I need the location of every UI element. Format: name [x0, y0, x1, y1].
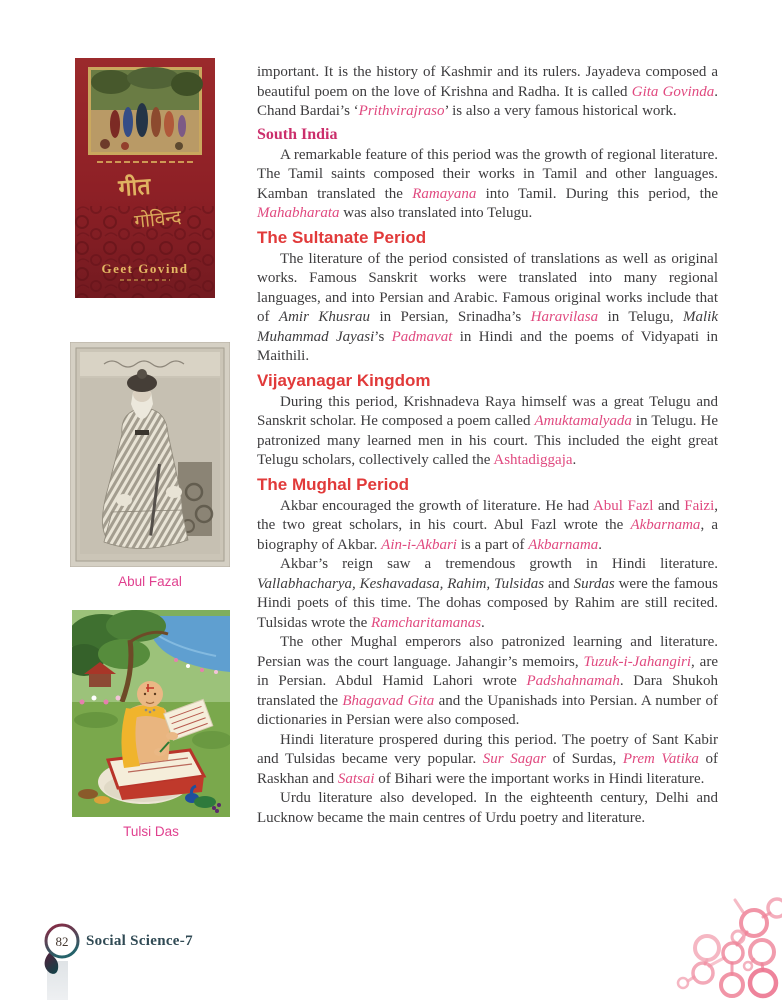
body-text: A remarkable feature of this period was the growth of regional literature. The Tamil saints composed their works in Tamil and other languages. Kamban translated the [257, 146, 718, 202]
geet-govind-cover-art [75, 58, 215, 298]
highlighted-term: Amir Khusrau [278, 309, 371, 325]
body-text: of Raskhan and [257, 751, 718, 787]
body-text: . [598, 536, 602, 553]
body-text: During this period, Krishnadeva Raya himself was a great Telugu and Sanskrit scholar. He composed a poem called [257, 393, 718, 429]
highlighted-term: Akbarnama [630, 517, 701, 533]
paragraph [257, 633, 718, 731]
body-text: , a biography of Akbar. [257, 517, 718, 553]
highlighted-term: Bhagavad Gita [342, 692, 435, 709]
body-text: in Telugu, [598, 309, 683, 325]
body-text: . Dara Shukoh translated the [257, 673, 718, 709]
abul-fazal-portrait-art [70, 342, 230, 567]
paragraph [257, 731, 718, 790]
body-text: Urdu literature also developed. In the eighteenth century, Delhi and Lucknow became the main centres of Urdu poetry and literature. [257, 790, 718, 826]
body-text: and [544, 575, 574, 592]
paragraph [257, 63, 718, 122]
body-text: Akbar encouraged the growth of literature. He had [280, 497, 593, 514]
highlighted-term: Tuzuk-i-Jahangiri [583, 653, 692, 670]
svg-text:Geet Govind: Geet Govind [101, 261, 189, 276]
paragraph [257, 393, 718, 471]
figure-caption-tulsi-das: Tulsi Das [123, 824, 179, 839]
highlighted-term: Mahabharata [257, 205, 340, 221]
highlighted-term: Abul Fazl [592, 497, 654, 514]
paragraph [257, 497, 718, 556]
body-text: . [481, 614, 485, 631]
highlighted-term: Prem Vatika [622, 751, 699, 767]
body-text: . [572, 452, 577, 468]
body-text: is a part of [456, 536, 529, 553]
tulsi-das-painting-art [72, 610, 230, 817]
figure-caption-abul-fazal: Abul Fazal [118, 574, 182, 589]
body-text: in Persian, Srinadha’s [370, 309, 531, 325]
paragraph [257, 146, 718, 224]
body-text: ’s [374, 328, 392, 345]
highlighted-term: Faizi [684, 497, 715, 514]
body-text: and the Upanishads into Persian. A number of dictionaries in Persian were also composed. [257, 692, 718, 728]
svg-text:82: 82 [55, 934, 69, 949]
figure-tulsi-das [72, 610, 230, 817]
page-number-pin-icon [38, 916, 86, 978]
paragraph [257, 250, 718, 367]
highlighted-term: Gita Govinda [631, 83, 715, 100]
highlighted-term: Padshahnamah [526, 673, 620, 689]
body-text: The other Mughal emperors also patronized learning and literature. Persian was the court language. Jahangir’s memoirs, [257, 634, 718, 670]
body-text: , are in Persian. Abdul Hamid Lahori wrote [257, 653, 718, 689]
body-text: into Tamil. During this period, the [476, 185, 719, 202]
body-text: Akbar’s reign saw a tremendous growth in Hindi literature. [280, 556, 718, 572]
section-heading: Vijayanagar Kingdom [257, 370, 431, 390]
section-heading: The Sultanate Period [257, 227, 427, 247]
highlighted-term: Ramcharitamanas [371, 614, 482, 631]
svg-text:गोविन्द: गोविन्द [133, 207, 183, 233]
body-text: in Telugu. He patronized many learned men in his court. This included the eight great Telugu scholars, collectively called the [257, 413, 718, 468]
highlighted-term: Sur Sagar [482, 751, 547, 767]
body-text: ’ is also a very famous historical work. [444, 103, 677, 119]
highlighted-term: Surdas [573, 575, 615, 592]
section-heading: South India [257, 125, 338, 143]
section-heading: The Mughal Period [257, 474, 410, 494]
highlighted-term: Vallabhacharya, Keshavadasa, Rahim, Tulsidas [257, 575, 545, 592]
highlighted-term: Satsai [337, 770, 375, 787]
body-text: . Chand Bardai’s ‘ [257, 83, 718, 119]
paragraph [257, 555, 718, 633]
highlighted-term: Amuktamalyada [534, 413, 632, 429]
body-text: in Hindi and the poems of Vidyapati in Maithili. [257, 328, 718, 364]
highlighted-term: Ramayana [412, 185, 477, 202]
highlighted-term: Ain-i-Akbari [381, 536, 457, 553]
footer-book-title: Social Science-7 [86, 933, 193, 949]
highlighted-term: Akbarnama [528, 536, 599, 553]
highlighted-term: Malik Muhammad Jayasi [257, 309, 718, 345]
highlighted-term: Padmavat [391, 328, 453, 345]
figure-geet-govind-cover [75, 58, 215, 298]
highlighted-term: Ashtadiggaja [493, 452, 573, 468]
article-column [257, 63, 718, 828]
body-text: was also translated into Telugu. [339, 205, 533, 221]
body-text: of Bihari were the important works in Hindi literature. [374, 770, 705, 787]
paragraph [257, 789, 718, 828]
highlighted-term: Prithvirajraso [358, 103, 445, 119]
body-text: The literature of the period consisted of translations as well as original works. Famous Sanskrit works were translated into many regional languages, and into Persian and Arabic. Famous original works include that of [257, 250, 718, 325]
body-text: of Surdas, [546, 751, 623, 767]
body-text: were the famous Hindi poets of this time. The dohas composed by Rahim are still recited. Tulsidas wrote the [257, 575, 718, 631]
figure-abul-fazal [70, 342, 230, 567]
body-text: Hindi literature prospered during this period. The poetry of Sant Kabir and Tulsidas became very popular. [257, 731, 718, 767]
bubble-cluster-decoration [652, 885, 782, 1000]
highlighted-term: Haravilasa [530, 309, 599, 325]
body-text: and [653, 497, 685, 514]
body-text: important. It is the history of Kashmir and its rulers. Jayadeva composed a beautiful poem on the love of Krishna and Radha. It is called [257, 64, 718, 100]
body-text: , the two great scholars, in his court. Abul Fazl wrote the [257, 497, 718, 533]
svg-text:गीत: गीत [117, 173, 152, 201]
